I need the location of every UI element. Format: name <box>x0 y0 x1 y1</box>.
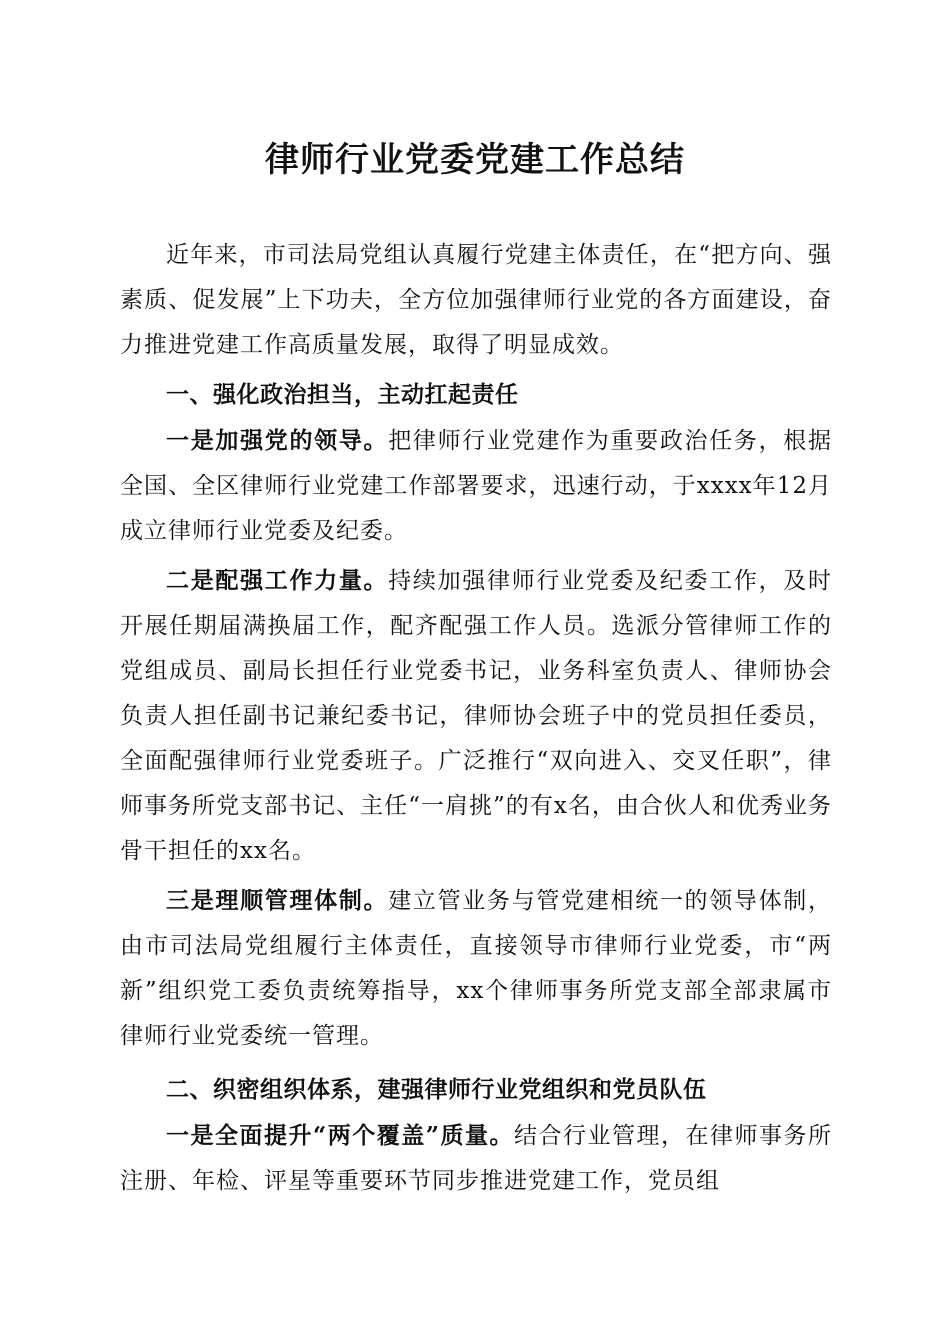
paragraph-text: 把律师行业党建作为重要政治任务，根据全国、全区律师行业党建工作部署要求，迅速行动，于xxxx年12月成立律师行业党委及纪委。 <box>120 428 833 544</box>
intro-paragraph: 近年来，市司法局党组认真履行党建主体责任，在“把方向、强素质、促发展”上下功夫，全方位加强律师行业党的各方面建设，奋力推进党建工作高质量发展，取得了明显成效。 <box>120 242 832 358</box>
paragraph-lead: 二是配强工作力量。 <box>166 567 389 594</box>
section-1-paragraph-2 <box>120 558 832 874</box>
paragraph-lead: 三是理顺管理体制。 <box>166 887 389 914</box>
paragraph-text: 建立管业务与管党建相统一的领导体制，由市司法局党组履行主体责任，直接领导市律师行业党委，市“两新”组织党工委负责统筹指导，xx个律师事务所党支部全部隶属市律师行业党委统一管理。 <box>120 888 833 1049</box>
paragraph-lead: 一是加强党的领导。 <box>166 427 389 454</box>
section-2-heading: 二、织密组织体系，建强律师行业党组织和党员队伍 <box>166 1077 707 1103</box>
document-title: 律师行业党委党建工作总结 <box>265 140 685 180</box>
paragraph-text: 持续加强律师行业党委及纪委工作，及时开展任期届满换届工作，配齐配强工作人员。选派分管律师工作的党组成员、副局长担任行业党委书记，业务科室负责人、律师协会负责人担任副书记兼纪委书记，律师协会班子中的党员担任委员，全面配强律师行业党委班子。广泛推行“双向进入、交叉任职”，律师事务所党支部书记、主任“一肩挑”的有x名，由合伙人和优秀业务骨干担任的xx名。 <box>120 568 833 864</box>
section-1-heading: 一、强化政治担当，主动扛起责任 <box>166 382 519 408</box>
section-1-paragraph-1 <box>120 418 832 554</box>
paragraph-lead: 一是全面提升“两个覆盖”质量。 <box>166 1122 514 1149</box>
section-1-paragraph-3 <box>120 878 832 1059</box>
section-2-paragraph-1 <box>120 1113 832 1204</box>
paragraph-text: 结合行业管理，在律师事务所注册、年检、评星等重要环节同步推进党建工作，党员组 <box>120 1123 832 1194</box>
document-body <box>120 233 832 1204</box>
